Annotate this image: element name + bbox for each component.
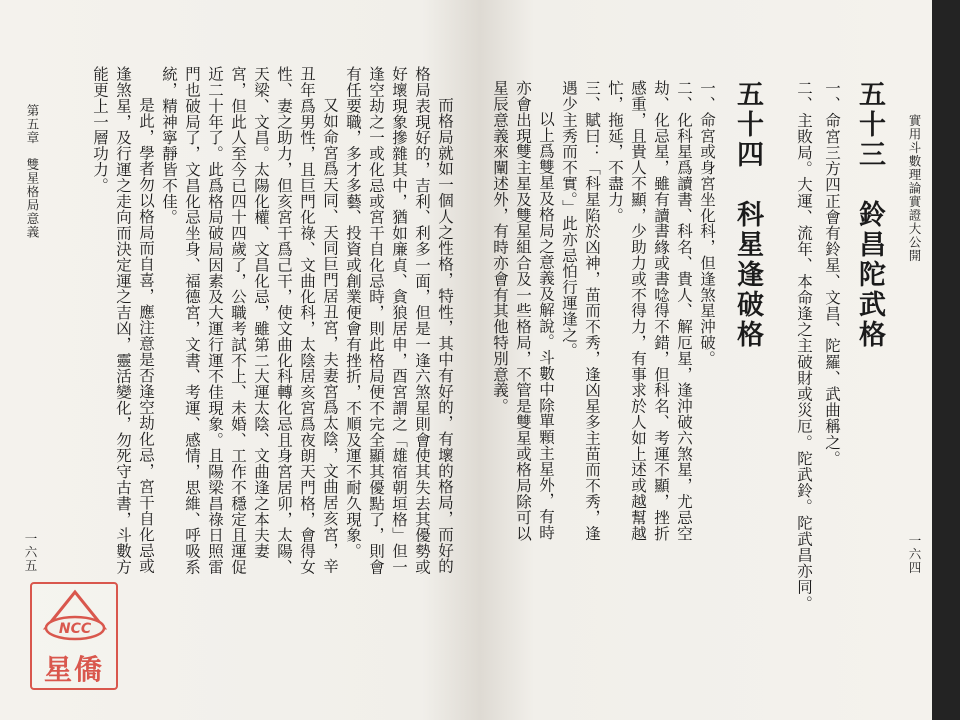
section-53-title: 五十三 鈴昌陀武格	[854, 80, 885, 350]
page-number-left: 一六五	[23, 532, 38, 573]
section-54-body	[491, 80, 718, 550]
section-54-title: 五十四 科星逢破格	[732, 80, 763, 350]
paragraph: 是此，學者勿以格局而自喜，應注意是否逢空劫化忌，宮干自化忌或逢煞星，及行運之走向而決定運之吉凶，靈活變化，勿死守古書，斗數方能更上一層功力。	[91, 66, 155, 575]
section-53-line-1: 一、命宮三方四正會有鈴星、文昌、陀羅、武曲稱之。	[823, 80, 841, 467]
section-54-line: 一、命宮或身宮坐化科，但逢煞星沖破。	[698, 80, 716, 367]
book-edge	[932, 0, 960, 720]
section-54-line: 三、賦曰：「科星陷於凶神，苗而不秀，逢凶星多主苗而不秀，逢遇少主秀而不實。」此亦忌怕行運逢之。	[560, 80, 601, 542]
stamp-name: 星僑	[43, 653, 104, 686]
ncc-stamp	[30, 582, 118, 690]
right-page	[480, 0, 932, 720]
chapter-margin-label: 第五章 雙星格局意義	[25, 104, 40, 239]
ncc-logo-icon	[40, 588, 110, 644]
section-54-line: 二、化科星爲讀書、科名、貴人、解厄星，逢沖破六煞星，尤忌空劫、化忌星，雖有讀書緣或書唸得不錯，但科名、考運不顯，挫折感重，且貴人不顯，少助力或不得力，有事求於人如上述或越幫越忙，拖延，不盡力。	[606, 80, 693, 542]
stamp-label: NCC	[58, 621, 92, 637]
running-head: 實用斗數理論實證大公開	[907, 114, 922, 263]
page-number-right: 一六四	[907, 534, 922, 575]
section-53-line-2: 二、主敗局。大運、流年、本命逢之主破財或災厄。陀武鈴。陀武昌亦同。	[795, 80, 813, 612]
left-body-text	[60, 66, 456, 578]
section-54-line: 以上爲雙星及格局之意義及解說。斗數中除單顆主星外，有時亦會出現雙主星及雙星組合及一些格局，不管是雙星或格局除可以星辰意義來闡述外，有時亦會有其他特別意義。	[491, 80, 555, 542]
paragraph: 而格局就如一個人之性格，特性，其中有好的，有壞的格局，而好的格局表現好的，吉利、利多一面，但是一逢六煞星則會使其失去其優勢或好壞現象摻雜其中，猶如廉貞、貪狼居申，酉宮謂之「雄宿朝垣格」但一逢空劫之一或化忌或宮干自化忌時，則此格局便不完全顯其優點了，則會有任要職，多才多藝、投資或創業便會有挫折，不順及運不耐久現象。	[344, 66, 454, 575]
paragraph: 又如命宮爲天同、天同巨門居丑宮，夫妻宮爲太陰，文曲居亥宮，辛丑年爲男性，且巨門化祿、文曲化科，太陰居亥宮爲夜朗天門格，會得女性、妻之助力，但亥宮干爲己干，使文曲化科轉化忌且身宮居卯，太陽、天梁、文昌。太陽化權、文昌化忌，雖第二大運太陰、文曲逢之本夫妻宮，但此人至今已四十四歲了，公職考試不上、未婚、工作不穩定且運促近二十年了。此爲格局破局因素及大運行運不佳現象。且陽梁昌祿日照雷門也破局了，文昌化忌坐身、福德宮，文書、考運、感情，思維、呼吸系統，精神寧靜皆不佳。	[160, 66, 339, 575]
